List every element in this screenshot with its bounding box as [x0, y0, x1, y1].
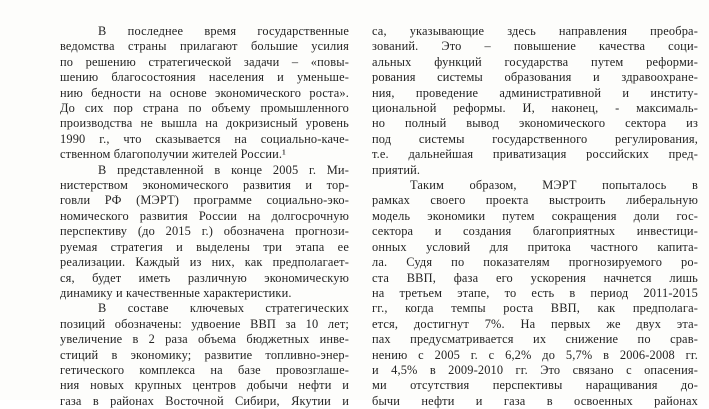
paragraph — [372, 178, 698, 409]
paragraph — [60, 163, 349, 302]
text-line: ся, будет иметь различную экономическую — [60, 270, 349, 285]
text-line: В последнее время государственные — [98, 24, 349, 38]
text-line: на третьем этапе, то есть в период 2011-2015 — [372, 285, 698, 300]
text-line: номического развития России на долгосрочную — [60, 208, 349, 223]
text-line: альных функций государства путем реформи- — [372, 54, 698, 69]
text-line: сектора и создания благоприятных инвестици- — [372, 224, 698, 239]
text-line: са, указывающие здесь направления преобра- — [372, 24, 698, 38]
text-line: В составе ключевых стратегических — [98, 301, 349, 316]
text-line: но полный вывод экономического сектора из — [372, 116, 698, 131]
text-line: говли РФ (МЭРТ) программе социально-эко- — [60, 193, 349, 208]
text-line: циональной реформы. И, наконец, - максималь- — [372, 101, 698, 116]
text-line: и 4,5% в 2009-2010 гг. Это связано с опасения- — [372, 362, 698, 377]
text-line: т.е. дальнейшая приватизация российских пред- — [372, 147, 698, 162]
text-line: пах предусматривается их снижение по срав- — [372, 332, 698, 347]
text-line: ния, проведение административной и институ- — [372, 85, 698, 100]
text-line: ственном благополучии жителей России.¹ — [60, 147, 287, 162]
text-line: 1990 г., что сказывается на социально-каче- — [60, 131, 349, 146]
text-line: ми отсутствия перспективы наращивания до- — [372, 378, 698, 393]
text-line: ста ВВП, фаза его ускорения начнется лишь — [372, 270, 698, 285]
text-line: ния новых крупных центров добычи нефти и — [60, 378, 349, 393]
paragraph — [372, 24, 698, 178]
text-line: приятий. — [372, 162, 421, 177]
text-line: зований. Это – повышение качества соци- — [372, 39, 698, 54]
text-line: онных условий для притока частного капита- — [372, 239, 698, 254]
text-line: гетического комплекса на базе провозглаше- — [60, 362, 349, 377]
text-line: нию бедности на основе экономического роста». — [60, 85, 349, 100]
text-line: ведомства страны прилагают большие усилия — [60, 39, 349, 54]
text-line: В представленной в конце 2005 г. Ми- — [98, 162, 349, 177]
text-line: руемая стратегия и выделены три этапа ее — [60, 239, 349, 254]
text-line: стиций в экономику; развитие топливно-энер- — [60, 347, 349, 362]
text-line: гг., когда темпы роста ВВП, как предполага- — [372, 301, 698, 316]
text-line: по решению стратегической задачи – «повы- — [60, 54, 349, 69]
text-column-left — [60, 24, 349, 409]
text-line: нению с 2005 г. с 6,2% до 5,7% в 2006-2008 гг. — [372, 347, 698, 362]
text-line: модель экономики путем сокращения доли гос- — [372, 208, 698, 223]
paragraph — [60, 301, 349, 409]
text-line: производства не вышла на докризисный уровень — [60, 116, 349, 131]
text-line: ется, достигнут 7%. На первых же двух эта- — [372, 316, 698, 331]
text-line: перспективу (до 2015 г.) обозначена прогнози- — [60, 224, 349, 239]
text-line: бычи нефти и газа в освоенных районах — [372, 393, 698, 408]
text-line: увеличение в 2 раза объема бюджетных инве- — [60, 332, 349, 347]
text-line: Таким образом, МЭРТ попыталось в — [410, 178, 698, 193]
text-line: газа в районах Восточной Сибири, Якутии и — [60, 393, 349, 408]
text-line: рамках своего проекта выстроить либеральную — [372, 193, 698, 208]
text-line: реализации. Каждый из них, как предполагает- — [60, 255, 349, 270]
text-line: под системы государственного регулирования, — [372, 131, 698, 146]
text-line: нистерством экономического развития и тор- — [60, 178, 349, 193]
text-line: До сих пор страна по объему промышленного — [60, 101, 349, 116]
text-line: динамику и качественные характеристики. — [60, 285, 292, 300]
paragraph — [60, 24, 349, 163]
text-line: позиций обозначены: удвоение ВВП за 10 лет; — [60, 316, 349, 331]
text-line: рования системы образования и здравоохране- — [372, 70, 698, 85]
text-column-right — [372, 24, 698, 409]
text-line: ла. Судя по показателям прогнозируемого ро- — [372, 255, 698, 270]
text-line: шению благосостояния населения и уменьше- — [60, 70, 349, 85]
